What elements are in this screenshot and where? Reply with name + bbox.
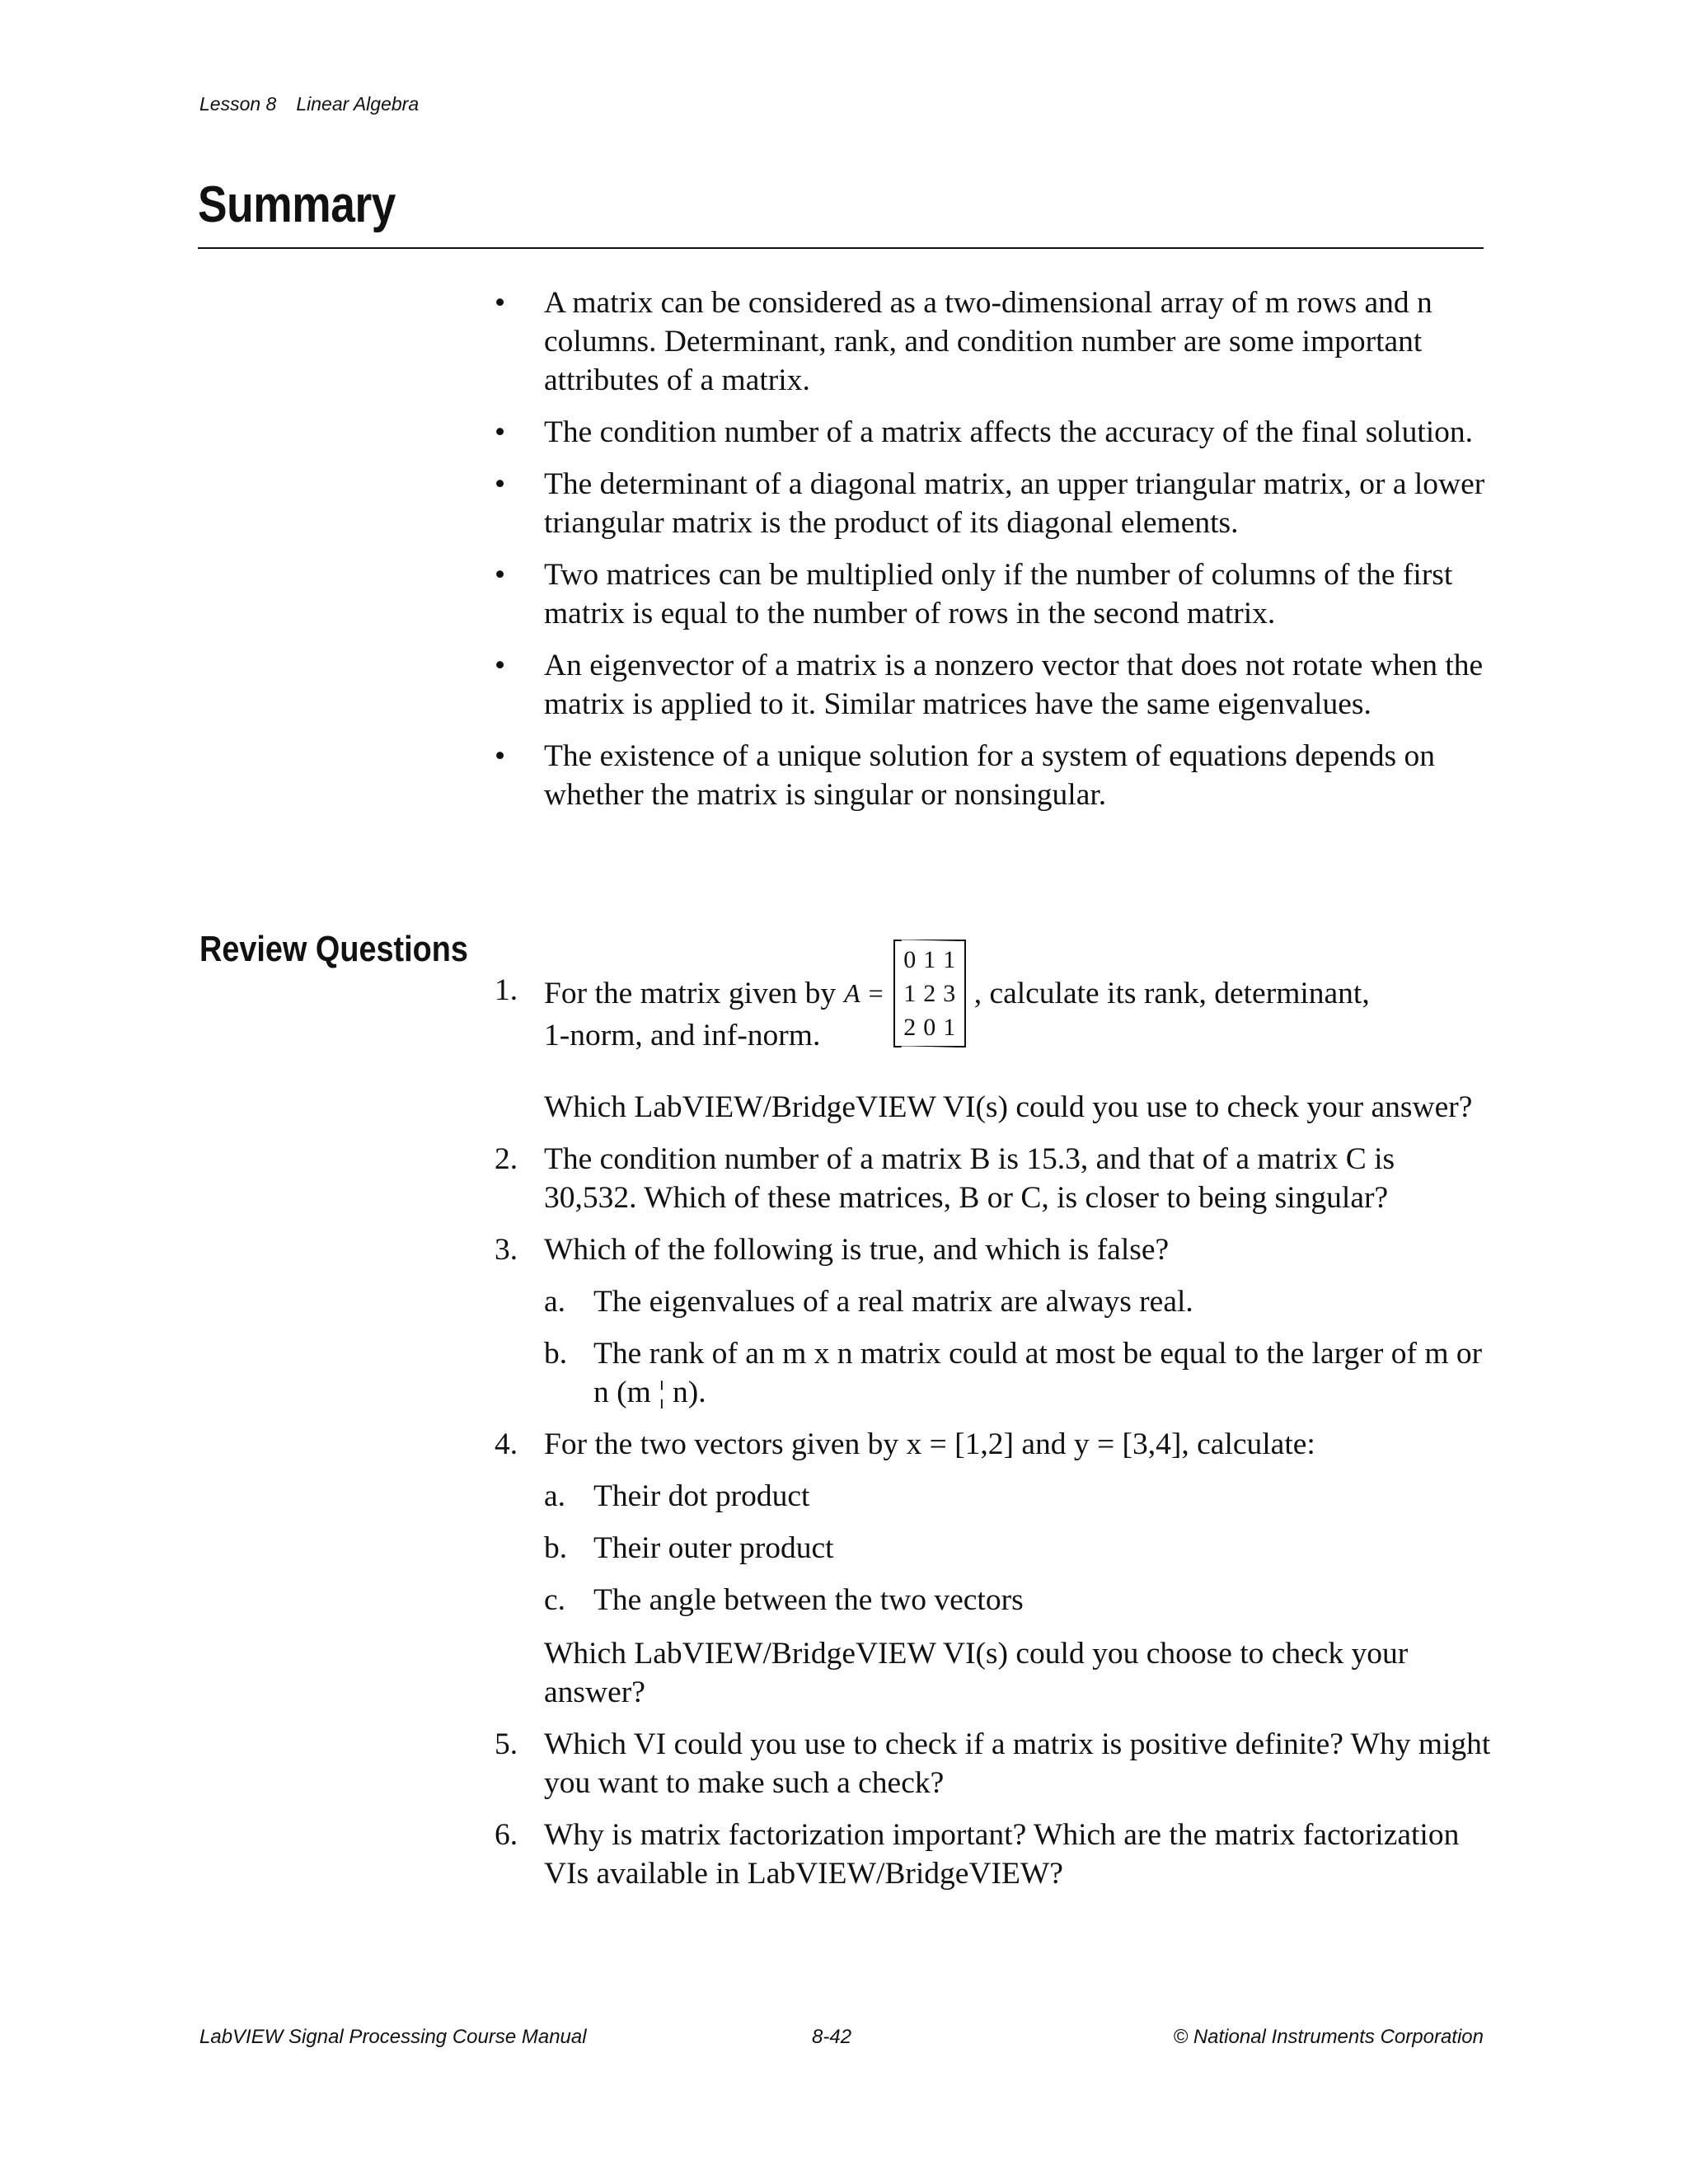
question-4b: b. Their outer product — [544, 1531, 834, 1565]
question-4-text: For the two vectors given by x = [1,2] and y = [3,4], calculate: — [544, 1427, 1315, 1461]
review-questions-heading: Review Questions — [199, 929, 468, 969]
footer-copyright: © National Instruments Corporation — [1173, 2026, 1484, 2048]
lesson-topic: Linear Algebra — [296, 93, 420, 115]
summary-item: • Two matrices can be multiplied only if the number of columns of the first matrix is equal to the number of rows in the second matrix. — [495, 558, 1453, 630]
summary-item: • An eigenvector of a matrix is a nonzero vector that does not rotate when the matrix is applied to it. Similar matrices have the same eigenvalues. — [495, 649, 1484, 721]
question-1-text: For the matrix given by — [544, 977, 837, 1010]
summary-heading: Summary — [198, 176, 396, 233]
summary-item: • The condition number of a matrix affects the accuracy of the final solution. — [495, 415, 1474, 449]
question-2: 2. The condition number of a matrix B is 15.3, and that of a matrix C is 30,532. Which of these matrices, B or C, is closer to being singular? — [495, 1142, 1395, 1215]
review-questions — [495, 940, 1492, 1906]
question-1-followup: Which LabVIEW/BridgeVIEW VI(s) could you use to check your answer? — [544, 1090, 1473, 1124]
heading-rule — [198, 247, 1484, 249]
question-4a: a. Their dot product — [544, 1479, 810, 1513]
question-3b: b. The rank of an m x n matrix could at most be equal to the larger of m or n (m ¦ n). — [544, 1337, 1483, 1409]
footer-page-number: 8-42 — [812, 2026, 852, 2048]
footer-manual-title: LabVIEW Signal Processing Course Manual — [199, 2026, 587, 2048]
summary-item: • The determinant of a diagonal matrix, an upper triangular matrix, or a lower triangular matrix is the product of its diagonal elements. — [495, 467, 1485, 540]
summary-item: • The existence of a unique solution for a system of equations depends on whether the matrix is singular or nonsingular. — [495, 739, 1435, 812]
question-3: 3. Which of the following is true, and which is false? a. The eigenvalues of a real matrix are always real. b. The rank of an m x n matrix could at most be equal to the larger of m or n (m ¦ n). — [495, 1230, 1492, 1412]
summary-item: • A matrix can be considered as a two-dimensional array of m rows and n columns. Determinant, rank, and condition number are some important attributes of a matrix. — [495, 286, 1432, 397]
question-6: 6. Why is matrix factorization important? Which are the matrix factorization VIs available in LabVIEW/BridgeVIEW? — [495, 1818, 1460, 1891]
question-4-followup: Which LabVIEW/BridgeVIEW VI(s) could you choose to check your answer? — [544, 1637, 1409, 1709]
question-5: 5. Which VI could you use to check if a matrix is positive definite? Why might you want to make such a check? — [495, 1727, 1491, 1800]
question-2-text: The condition number of a matrix B is 15.3, and that of a matrix C is 30,532. Which of these matrices, B or C, is closer to being singular? — [544, 1142, 1395, 1215]
question-1: 1. For the matrix given by A = 0 1 1 1 2 3 2 0 1 , calculate its rank, determinant, 1-norm, and inf-norm. Which LabVIEW/BridgeVIEW VI(s) could you use to check your answer? — [495, 940, 1492, 1127]
question-5-text: Which VI could you use to check if a matrix is positive definite? Why might you want to make such a check? — [544, 1727, 1491, 1800]
question-3-text: Which of the following is true, and which is false? — [544, 1233, 1170, 1267]
question-6-text: Why is matrix factorization important? Which are the matrix factorization VIs available in LabVIEW/BridgeVIEW? — [544, 1818, 1460, 1891]
question-4c: c. The angle between the two vectors — [544, 1583, 1024, 1617]
question-4: 4. For the two vectors given by x = [1,2] and y = [3,4], calculate: a. Their dot product b. Their outer product c. The angle between the two vectors Which LabVIEW/BridgeVIEW VI(s) could you choose to check your answer? — [495, 1425, 1492, 1712]
question-3a: a. The eigenvalues of a real matrix are always real. — [544, 1285, 1193, 1319]
summary-list — [495, 284, 1492, 827]
matrix-equation: A = 0 1 1 1 2 3 2 0 1 — [844, 940, 966, 1047]
lesson-label: Lesson 8 — [199, 93, 277, 115]
question-1-line2: 1-norm, and inf-norm. — [544, 1019, 821, 1052]
matrix-a: 0 1 1 1 2 3 2 0 1 — [893, 940, 966, 1047]
running-head — [199, 93, 438, 115]
